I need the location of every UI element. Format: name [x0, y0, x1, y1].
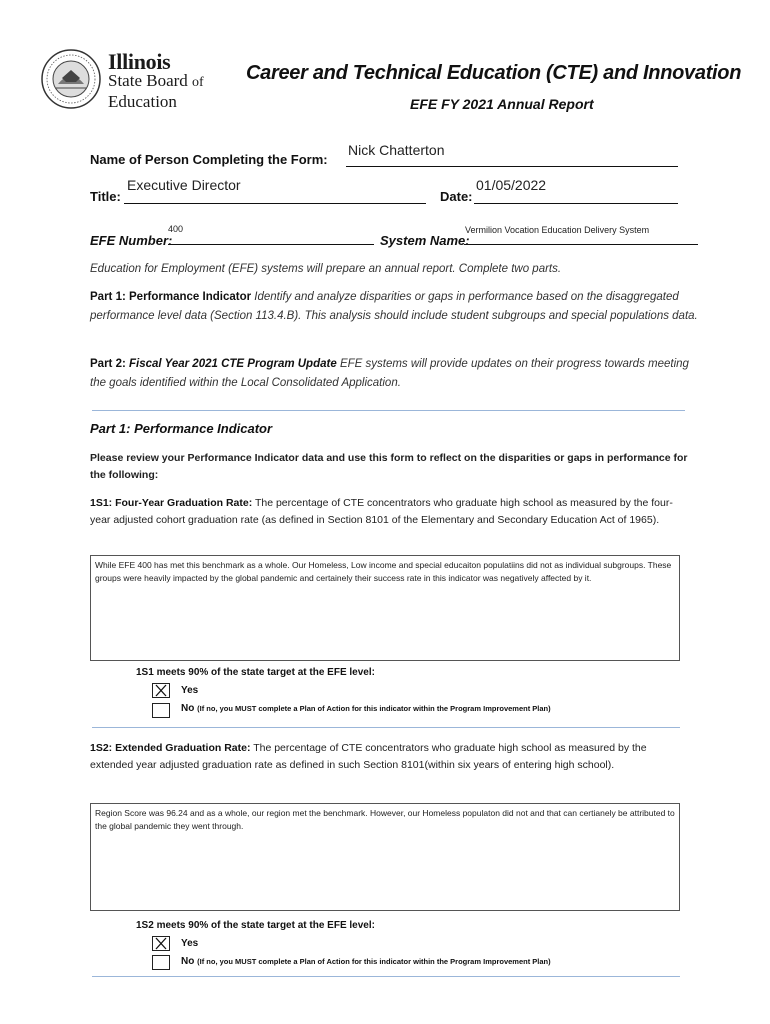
logo-line-1: Illinois — [108, 49, 171, 74]
logo-line-3: Education — [108, 92, 177, 111]
part1-prefix: Part 1: — [90, 291, 126, 303]
page-subtitle: EFE FY 2021 Annual Report — [410, 96, 594, 112]
s2-no-option — [181, 956, 551, 967]
s1-divider — [92, 727, 680, 728]
part1-description — [90, 288, 705, 326]
checkmark-x-icon — [153, 937, 169, 950]
system-name-label: System Name: — [380, 233, 470, 248]
part1-instructions: Please review your Performance Indicator data and use this form to reflect on the disparities or gaps in performance for the following: — [90, 452, 688, 481]
s2-label: 1S2: Extended Graduation Rate: — [90, 742, 251, 754]
isbe-seal-logo — [40, 48, 102, 110]
s1-no-option — [181, 703, 551, 714]
efe-number-label: EFE Number: — [90, 233, 173, 248]
part2-name: Fiscal Year 2021 CTE Program Update — [129, 358, 337, 370]
isbe-logo-text — [108, 49, 204, 111]
name-label: Name of Person Completing the Form: — [90, 152, 328, 167]
s2-no-checkbox[interactable] — [152, 955, 170, 970]
s2-divider — [92, 976, 680, 977]
part1-heading: Part 1: Performance Indicator — [90, 421, 273, 436]
part2-prefix: Part 2: — [90, 358, 126, 370]
logo-of: of — [192, 75, 204, 90]
efe-number-value: 400 — [168, 224, 184, 234]
s1-no-note: (If no, you MUST complete a Plan of Action for this indicator within the Program Improvement Plan) — [197, 704, 551, 713]
efe-number-field[interactable] — [168, 230, 374, 245]
checkmark-x-icon — [153, 684, 169, 697]
title-label: Title: — [90, 189, 121, 204]
system-name-value: Vermilion Vocation Education Delivery System — [465, 225, 650, 235]
s2-no-label: No — [181, 956, 195, 967]
page-title: Career and Technical Education (CTE) and Innovation — [246, 62, 742, 84]
part1-name: Performance Indicator — [129, 291, 252, 303]
part1-text: Identify and analyze disparities or gaps in performance based on the disaggregated performance level data (Section 113.4.B). This analysis should include student subgroups and special populations data. — [90, 291, 698, 322]
s2-text: The percentage of CTE concentrators who graduate high school as measured by the extended year adjusted graduation rate as defined in such Section 8101(within six years of entering high school). — [90, 742, 647, 771]
s1-description — [90, 495, 680, 529]
part2-text: EFE systems will provide updates on their progress towards meeting the goals identified within the Local Consolidated Application. — [90, 358, 689, 389]
intro-text: Education for Employment (EFE) systems will prepare an annual report. Complete two parts. — [90, 263, 562, 275]
s2-response-textarea[interactable]: Region Score was 96.24 and as a whole, our region met the benchmark. However, our Homeless populaton did not and that can certianely be attributed to the global pandemic they went through. — [90, 803, 680, 911]
s2-description — [90, 740, 680, 774]
s1-yes-checkbox[interactable] — [152, 683, 170, 698]
logo-line-2 — [108, 71, 204, 92]
s2-question: 1S2 meets 90% of the state target at the EFE level: — [136, 920, 375, 931]
title-value: Executive Director — [127, 177, 241, 193]
s1-response-textarea[interactable]: While EFE 400 has met this benchmark as a whole. Our Homeless, Low income and special educaiton populatiins did not as individual subgroups. These groups were heavily impacted by the global pandemic and certainely their success rate in this indicator was negatively affected by it. — [90, 555, 680, 661]
section-divider — [92, 410, 685, 411]
s2-yes-label: Yes — [181, 938, 199, 949]
s1-no-checkbox[interactable] — [152, 703, 170, 718]
s1-text: The percentage of CTE concentrators who graduate high school as measured by the four-year adjusted cohort graduation rate (as defined in Section 8101 of the Elementary and Secondary Education Act of 1965). — [90, 497, 673, 526]
date-label: Date: — [440, 189, 473, 204]
part2-description — [90, 355, 705, 393]
s1-question: 1S1 meets 90% of the state target at the EFE level: — [136, 667, 375, 678]
s1-label: 1S1: Four-Year Graduation Rate: — [90, 497, 253, 509]
logo-line-2-main: State Board — [108, 71, 188, 90]
date-value: 01/05/2022 — [476, 177, 547, 193]
s2-no-note: (If no, you MUST complete a Plan of Action for this indicator within the Program Improvement Plan) — [197, 957, 551, 966]
name-value: Nick Chatterton — [348, 142, 445, 158]
s2-yes-checkbox[interactable] — [152, 936, 170, 951]
s1-yes-label: Yes — [181, 685, 199, 696]
s1-no-label: No — [181, 703, 195, 714]
